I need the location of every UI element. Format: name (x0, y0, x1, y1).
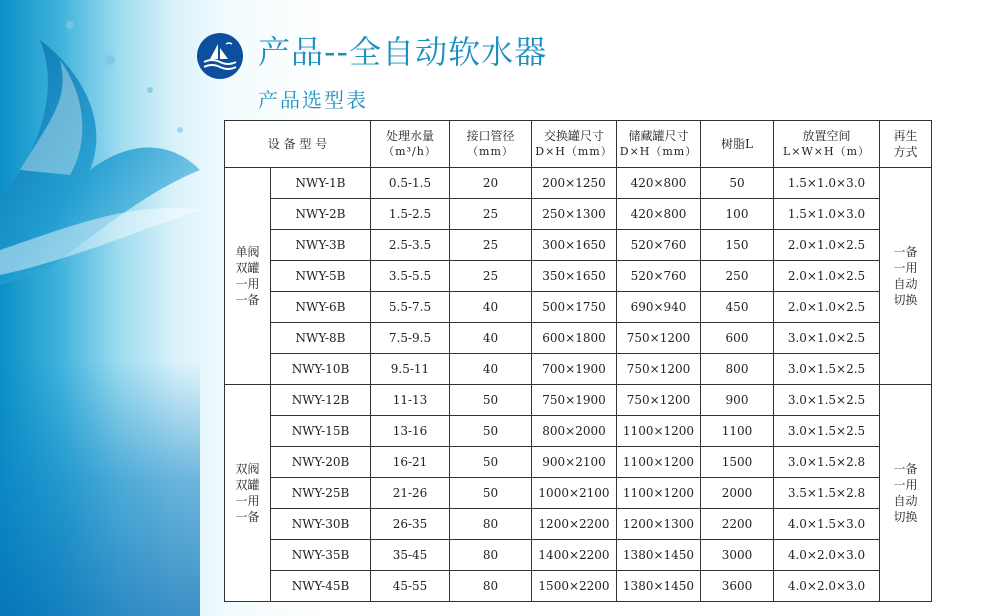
regen-method-line: 一备 (893, 245, 918, 259)
cell-space: 4.0×2.0×3.0 (774, 540, 880, 571)
cell-model: NWY-20B (271, 447, 371, 478)
cell-flow: 3.5-5.5 (371, 261, 450, 292)
table-row (225, 168, 932, 199)
cell-exchange: 700×1900 (532, 354, 617, 385)
header-regen (880, 121, 932, 168)
cell-space: 1.5×1.0×3.0 (774, 168, 880, 199)
cell-resin: 100 (701, 199, 774, 230)
cell-exchange: 600×1800 (532, 323, 617, 354)
cell-resin: 2000 (701, 478, 774, 509)
table-row (225, 416, 932, 447)
product-selection-table (224, 120, 932, 602)
cell-space: 3.0×1.5×2.5 (774, 416, 880, 447)
cell-model: NWY-3B (271, 230, 371, 261)
cell-space: 1.5×1.0×3.0 (774, 199, 880, 230)
cell-pipe: 50 (450, 385, 532, 416)
group-label-line: 一用 (235, 277, 260, 291)
cell-space: 3.0×1.0×2.5 (774, 323, 880, 354)
regen-method (880, 385, 932, 602)
cell-pipe: 40 (450, 292, 532, 323)
water-gradient (0, 360, 200, 616)
cell-exchange: 800×2000 (532, 416, 617, 447)
cell-space: 2.0×1.0×2.5 (774, 292, 880, 323)
cell-flow: 1.5-2.5 (371, 199, 450, 230)
table-row (225, 571, 932, 602)
cell-space: 2.0×1.0×2.5 (774, 261, 880, 292)
group-label (225, 385, 271, 602)
cell-model: NWY-30B (271, 509, 371, 540)
cell-resin: 250 (701, 261, 774, 292)
cell-pipe: 25 (450, 261, 532, 292)
header-pipe-unit: （mm） (467, 145, 514, 158)
table-row (225, 540, 932, 571)
header-space-unit: L×W×H（m） (782, 145, 871, 158)
table-row (225, 323, 932, 354)
cell-pipe: 50 (450, 478, 532, 509)
cell-model: NWY-12B (271, 385, 371, 416)
cell-pipe: 50 (450, 447, 532, 478)
cell-resin: 1100 (701, 416, 774, 447)
cell-storage: 750×1200 (617, 323, 701, 354)
cell-space: 3.0×1.5×2.5 (774, 354, 880, 385)
table-row (225, 199, 932, 230)
cell-storage: 1100×1200 (617, 416, 701, 447)
cell-space: 3.5×1.5×2.8 (774, 478, 880, 509)
cell-storage: 1380×1450 (617, 540, 701, 571)
cell-model: NWY-25B (271, 478, 371, 509)
cell-storage: 1100×1200 (617, 447, 701, 478)
cell-storage: 420×800 (617, 199, 701, 230)
group-label-line: 双阀 (235, 462, 260, 476)
group-label (225, 168, 271, 385)
cell-flow: 21-26 (371, 478, 450, 509)
table-row (225, 385, 932, 416)
header-regen-label: 再生 (893, 129, 918, 143)
cell-resin: 150 (701, 230, 774, 261)
header-regen-label-2: 方式 (893, 145, 918, 159)
cell-flow: 5.5-7.5 (371, 292, 450, 323)
cell-flow: 26-35 (371, 509, 450, 540)
cell-model: NWY-2B (271, 199, 371, 230)
table-row (225, 354, 932, 385)
company-logo-icon (196, 32, 244, 80)
cell-exchange: 900×2100 (532, 447, 617, 478)
cell-model: NWY-6B (271, 292, 371, 323)
header-space-label: 放置空间 (802, 129, 851, 143)
cell-resin: 2200 (701, 509, 774, 540)
group-label-line: 一用 (235, 494, 260, 508)
regen-method-line: 一用 (893, 478, 918, 492)
header-storage-label: 储藏罐尺寸 (628, 129, 689, 143)
group-label-line: 双罐 (235, 261, 260, 275)
cell-model: NWY-5B (271, 261, 371, 292)
table-header-row (225, 121, 932, 168)
table-row (225, 509, 932, 540)
cell-flow: 16-21 (371, 447, 450, 478)
cell-resin: 800 (701, 354, 774, 385)
table-row (225, 478, 932, 509)
cell-exchange: 500×1750 (532, 292, 617, 323)
header-storage-unit: D×H（mm） (619, 145, 698, 158)
cell-storage: 520×760 (617, 230, 701, 261)
cell-flow: 13-16 (371, 416, 450, 447)
cell-resin: 3600 (701, 571, 774, 602)
cell-pipe: 40 (450, 323, 532, 354)
header-flow-unit: （m³/h） (383, 145, 437, 158)
cell-pipe: 80 (450, 540, 532, 571)
page-subtitle: 产品选型表 (258, 88, 368, 112)
group-label-line: 双罐 (235, 478, 260, 492)
cell-exchange: 750×1900 (532, 385, 617, 416)
cell-resin: 1500 (701, 447, 774, 478)
cell-resin: 450 (701, 292, 774, 323)
header-exchange (532, 121, 617, 168)
cell-space: 3.0×1.5×2.8 (774, 447, 880, 478)
cell-storage: 520×760 (617, 261, 701, 292)
header-pipe (450, 121, 532, 168)
header-space (774, 121, 880, 168)
cell-model: NWY-8B (271, 323, 371, 354)
regen-method-line: 自动 (893, 277, 918, 291)
cell-model: NWY-15B (271, 416, 371, 447)
table-row (225, 447, 932, 478)
cell-pipe: 20 (450, 168, 532, 199)
header-storage (617, 121, 701, 168)
cell-storage: 1200×1300 (617, 509, 701, 540)
cell-exchange: 1000×2100 (532, 478, 617, 509)
cell-exchange: 1500×2200 (532, 571, 617, 602)
cell-space: 3.0×1.5×2.5 (774, 385, 880, 416)
header-exchange-unit: D×H（mm） (535, 145, 613, 158)
cell-storage: 1380×1450 (617, 571, 701, 602)
cell-flow: 7.5-9.5 (371, 323, 450, 354)
cell-exchange: 350×1650 (532, 261, 617, 292)
header-model: 设 备 型 号 (225, 121, 371, 168)
cell-exchange: 1400×2200 (532, 540, 617, 571)
cell-storage: 750×1200 (617, 385, 701, 416)
header-flow (371, 121, 450, 168)
cell-model: NWY-1B (271, 168, 371, 199)
cell-model: NWY-10B (271, 354, 371, 385)
cell-space: 4.0×2.0×3.0 (774, 571, 880, 602)
group-label-line: 一备 (235, 293, 260, 307)
cell-storage: 420×800 (617, 168, 701, 199)
cell-flow: 11-13 (371, 385, 450, 416)
header-flow-label: 处理水量 (385, 129, 434, 143)
regen-method-line: 切换 (893, 510, 918, 524)
table-row (225, 230, 932, 261)
cell-space: 4.0×1.5×3.0 (774, 509, 880, 540)
header-exchange-label: 交换罐尺寸 (543, 129, 604, 143)
cell-pipe: 50 (450, 416, 532, 447)
cell-resin: 900 (701, 385, 774, 416)
cell-pipe: 25 (450, 230, 532, 261)
table-row (225, 292, 932, 323)
group-label-line: 一备 (235, 510, 260, 524)
cell-flow: 35-45 (371, 540, 450, 571)
regen-method-line: 切换 (893, 293, 918, 307)
cell-model: NWY-45B (271, 571, 371, 602)
cell-storage: 750×1200 (617, 354, 701, 385)
cell-exchange: 250×1300 (532, 199, 617, 230)
cell-flow: 9.5-11 (371, 354, 450, 385)
cell-exchange: 300×1650 (532, 230, 617, 261)
cell-flow: 45-55 (371, 571, 450, 602)
cell-flow: 2.5-3.5 (371, 230, 450, 261)
cell-resin: 600 (701, 323, 774, 354)
cell-pipe: 80 (450, 571, 532, 602)
regen-method-line: 一备 (893, 462, 918, 476)
cell-storage: 690×940 (617, 292, 701, 323)
cell-pipe: 40 (450, 354, 532, 385)
cell-storage: 1100×1200 (617, 478, 701, 509)
cell-flow: 0.5-1.5 (371, 168, 450, 199)
cell-resin: 50 (701, 168, 774, 199)
header-resin: 树脂L (701, 121, 774, 168)
regen-method-line: 一用 (893, 261, 918, 275)
header-pipe-label: 接口管径 (466, 129, 515, 143)
page-title: 产品--全自动软水器 (258, 33, 548, 71)
table-body (225, 168, 932, 602)
cell-pipe: 25 (450, 199, 532, 230)
group-label-line: 单阀 (235, 245, 260, 259)
cell-exchange: 200×1250 (532, 168, 617, 199)
regen-method-line: 自动 (893, 494, 918, 508)
cell-space: 2.0×1.0×2.5 (774, 230, 880, 261)
cell-resin: 3000 (701, 540, 774, 571)
cell-exchange: 1200×2200 (532, 509, 617, 540)
table-row (225, 261, 932, 292)
cell-pipe: 80 (450, 509, 532, 540)
cell-model: NWY-35B (271, 540, 371, 571)
regen-method (880, 168, 932, 385)
